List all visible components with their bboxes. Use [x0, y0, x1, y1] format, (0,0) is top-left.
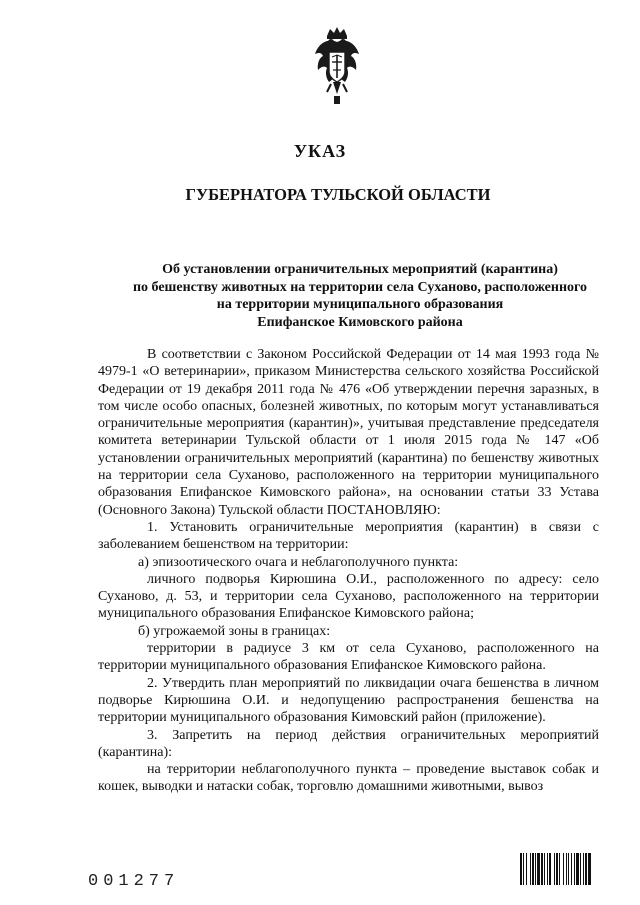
- clause-1b-text: территории в радиусе 3 км от села Суханово, расположенного на территории муниципального образования Епифанское Кимовского района.: [98, 641, 599, 674]
- document-issuer: ГУБЕРНАТОРА ТУЛЬСКОЙ ОБЛАСТИ: [185, 185, 491, 204]
- clause-3-text: на территории неблагополучного пункта – проведение выставок собак и кошек, выводки и натаски собак, торговлю домашними животными, вывоз: [98, 762, 599, 795]
- clause-3: 3. Запретить на период действия ограничительных мероприятий (карантина):: [98, 727, 599, 760]
- document-title: [60, 261, 640, 331]
- title-line: по бешенству животных на территории села Суханово, расположенного: [132, 279, 588, 295]
- clause-1: 1. Установить ограничительные мероприятия (карантин) в связи с заболеванием бешенством на территории:: [98, 519, 599, 553]
- preamble-paragraph: В соответствии с Законом Российской Федерации от 14 мая 1993 года № 4979-1 «О ветеринарии», приказом Министерства сельского хозяйства Российской Федерации от 19 декабря 2011 года № 476 «Об утверждении перечня заразных, в том числе особо опасных, болезней животных, по которым могут устанавливаться ограничительные мероприятия (карантин)», учитывая представление председателя комитета ветеринарии Тульской области от 1 июля 2015 года № 147 «Об установлении ограничительных мероприятий (карантина) по бешенству животных на территории села Суханово, расположенного на территории муниципального образования Епифанское Кимовского района», на основании статьи 33 Устава (Основного Закона) Тульской области ПОСТАНОВЛЯЮ:: [98, 347, 599, 518]
- clause-1b: б) угрожаемой зоны в границах:: [138, 623, 331, 639]
- document-body: [98, 346, 599, 796]
- clause-2: 2. Утвердить план мероприятий по ликвидации очага бешенства в личном подворье Кирюшина О.И. и недопущению распространения бешенства на территории муниципального образования Кимовский район (приложение).: [98, 675, 599, 726]
- document-type: УКАЗ: [293, 141, 347, 161]
- title-line: Об установлении ограничительных мероприятий (карантина): [162, 262, 558, 277]
- document-number: 001277: [88, 872, 180, 891]
- tula-coat-of-arms-icon: [313, 26, 361, 108]
- clause-1a: а) эпизоотического очага и неблагополучного пункта:: [138, 554, 459, 570]
- clause-1a-text: личного подворья Кирюшина О.И., расположенного по адресу: село Суханово, д. 53, и территории села Суханово, расположенного на территории муниципального образования Епифанское Кимовского района;: [98, 571, 599, 622]
- barcode-icon: [520, 853, 616, 885]
- title-line: Епифанское Кимовского района: [257, 314, 463, 330]
- title-line: на территории муниципального образования: [216, 297, 504, 312]
